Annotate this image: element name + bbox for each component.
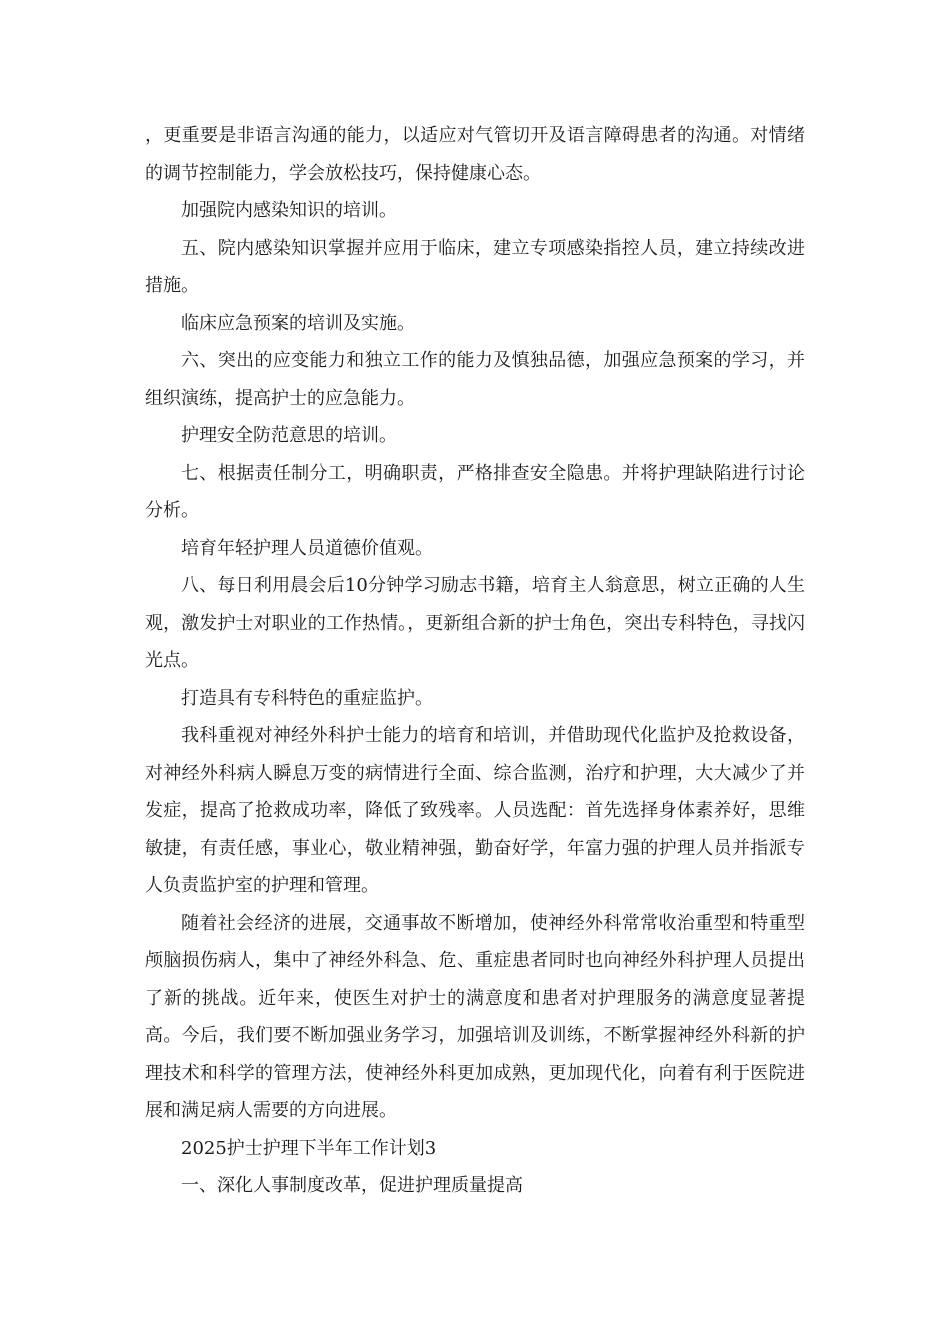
paragraph-item: 五、院内感染知识掌握并应用于临床，建立专项感染指控人员，建立持续改进措施。 xyxy=(145,237,805,296)
paragraph-body: 我科重视对神经外科护士能力的培育和培训，并借助现代化监护及抢救设备，对神经外科病人瞬息万变的病情进行全面、综合监测，治疗和护理，大大减少了并发症，提高了抢救成功率，降低了致残率。人员选配：首先选择身体素养好，思维敏捷，有责任感，事业心，敬业精神强，勤奋好学，年富力强的护理人员并指派专人负责监护室的护理和管理。 xyxy=(145,725,805,896)
section-title: 2025护士护理下半年工作计划3 xyxy=(181,1137,437,1159)
paragraph-item: 八、每日利用晨会后10分钟学习励志书籍，培育主人翁意思，树立正确的人生观，激发护士对职业的工作热情。，更新组合新的护士角色，突出专科特色，寻找闪光点。 xyxy=(145,575,805,671)
paragraph-item: 七、根据责任制分工，明确职责，严格排查安全隐患。并将护理缺陷进行讨论分析。 xyxy=(145,462,805,521)
paragraph-heading: 培育年轻护理人员道德价值观。 xyxy=(181,537,433,559)
paragraph-heading: 打造具有专科特色的重症监护。 xyxy=(181,687,433,709)
paragraph-heading: 加强院内感染知识的培训。 xyxy=(181,200,397,221)
paragraph-heading: 护理安全防范意思的培训。 xyxy=(181,425,397,446)
paragraph-body: 随着社会经济的进展，交通事故不断增加，使神经外科常常收治重型和特重型颅脑损伤病人，集中了神经外科急、危、重症患者同时也向神经外科护理人员提出了新的挑战。近年来，使医生对护士的满意度和患者对护理服务的满意度显著提高。今后，我们要不断加强业务学习，加强培训及训练，不断掌握神经外科新的护理技术和科学的管理方法，使神经外科更加成熟，更加现代化，向着有利于医院进展和满足病人需要的方向进展。 xyxy=(145,912,805,1121)
paragraph-continuation: ，更重要是非语言沟通的能力，以适应对气管切开及语言障碍患者的沟通。对情绪的调节控制能力，学会放松技巧，保持健康心态。 xyxy=(145,125,805,184)
paragraph-heading: 一、深化人事制度改革，促进护理质量提高 xyxy=(181,1175,523,1196)
paragraph-heading: 临床应急预案的培训及实施。 xyxy=(181,312,415,334)
paragraph-item: 六、突出的应变能力和独立工作的能力及慎独品德，加强应急预案的学习，并组织演练，提高护士的应急能力。 xyxy=(145,350,805,409)
